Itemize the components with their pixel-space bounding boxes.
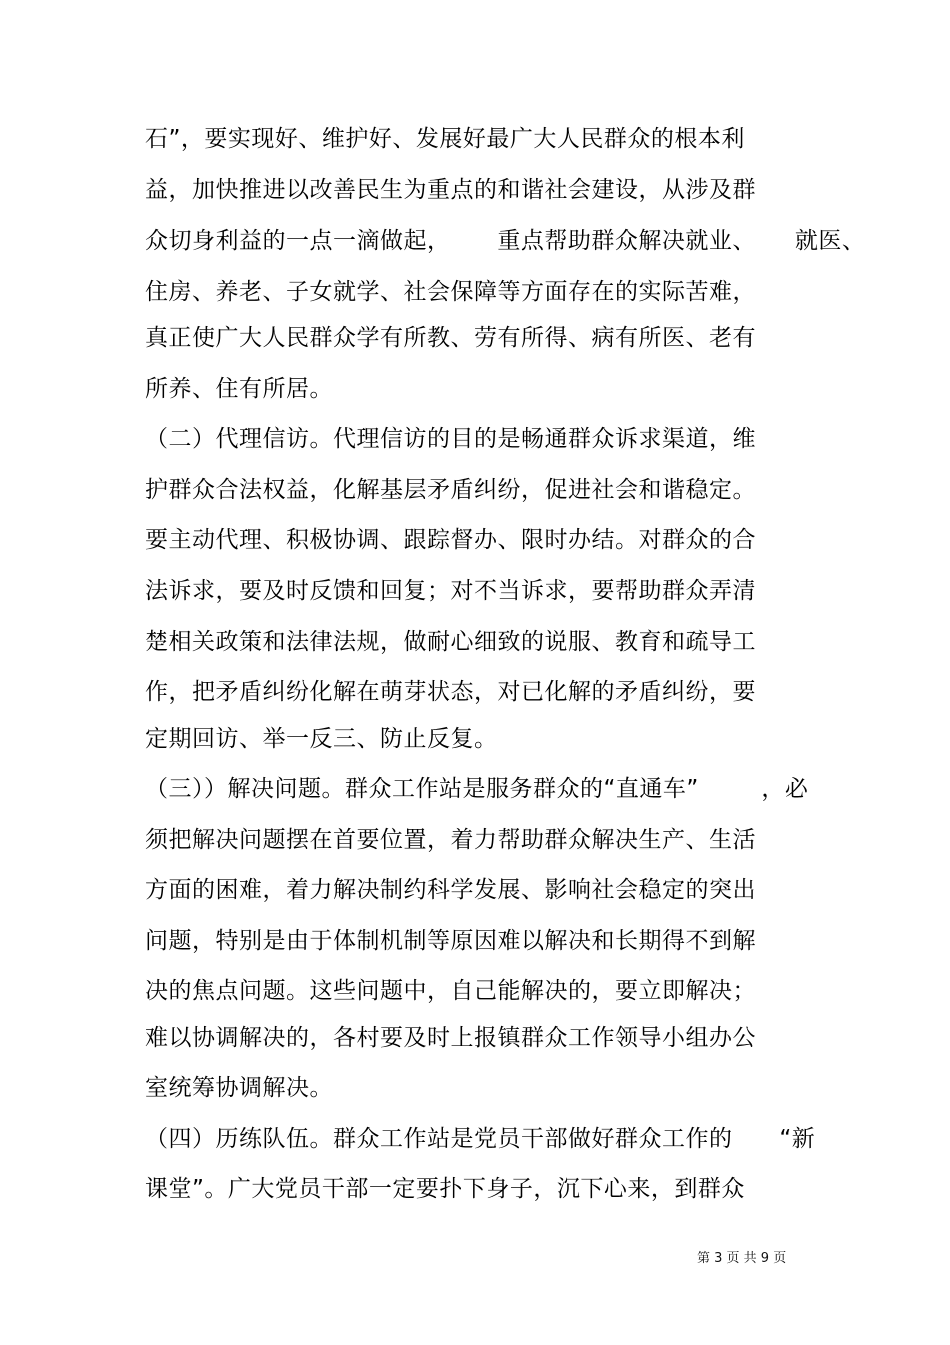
text-line: 问题，特别是由于体制机制等原因难以解决和长期得不到解 xyxy=(145,928,756,954)
text-line: 难以协调解决的，各村要及时上报镇群众工作领导小组办公 xyxy=(145,1025,756,1051)
text-line: 楚相关政策和法律法规，做耐心细致的说服、教育和疏导工 xyxy=(145,629,756,655)
text-line: 众切身利益的一点一滴做起， 重点帮助群众解决就业、 就医、 xyxy=(145,228,866,254)
text-line: 护群众合法权益，化解基层矛盾纠纷，促进社会和谐稳定。 xyxy=(145,477,756,503)
text-line: 方面的困难，着力解决制约科学发展、影响社会稳定的突出 xyxy=(145,877,756,903)
text-line: 真正使广大人民群众学有所教、劳有所得、病有所医、老有 xyxy=(145,325,756,351)
text-line: 须把解决问题摆在首要位置，着力帮助群众解决生产、生活 xyxy=(145,827,756,853)
text-line: （四）历练队伍。群众工作站是党员干部做好群众工作的 “新 xyxy=(145,1126,816,1152)
text-line: （二）代理信访。代理信访的目的是畅通群众诉求渠道，维 xyxy=(145,426,756,452)
text-line: 法诉求，要及时反馈和回复；对不当诉求，要帮助群众弄清 xyxy=(145,578,756,604)
text-line: 所养、住有所居。 xyxy=(145,376,333,402)
text-line: 益，加快推进以改善民生为重点的和谐社会建设，从涉及群 xyxy=(145,177,756,203)
page-number-footer: 第 3 页 共 9 页 xyxy=(697,1251,787,1266)
text-line: 石”，要实现好、维护好、发展好最广大人民群众的根本利 xyxy=(145,126,745,152)
text-line: 住房、养老、子女就学、社会保障等方面存在的实际苦难， xyxy=(145,279,756,305)
text-line: 室统筹协调解决。 xyxy=(145,1075,333,1101)
text-line: 要主动代理、积极协调、跟踪督办、限时办结。对群众的合 xyxy=(145,527,756,553)
text-line: 作，把矛盾纠纷化解在萌芽状态，对已化解的矛盾纠纷，要 xyxy=(145,679,756,705)
text-line: 课堂”。广大党员干部一定要扑下身子，沉下心来，到群众 xyxy=(145,1176,745,1202)
text-line: 决的焦点问题。这些问题中，自己能解决的，要立即解决； xyxy=(145,978,756,1004)
text-line: 定期回访、举一反三、防止反复。 xyxy=(145,726,498,752)
text-line: （三））解决问题。群众工作站是服务群众的“直通车” ，必 xyxy=(145,776,809,802)
